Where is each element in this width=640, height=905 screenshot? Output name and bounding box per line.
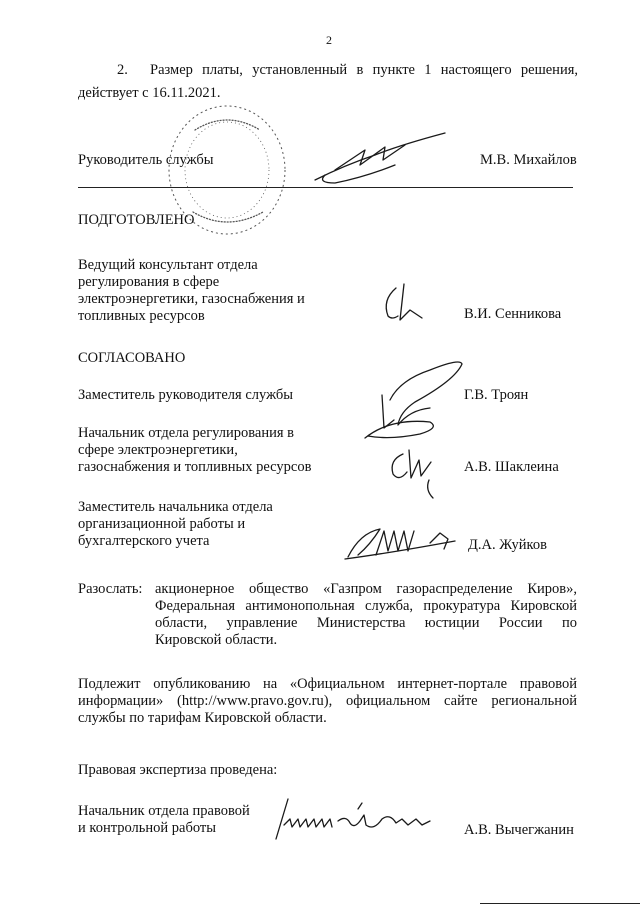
prepared-heading: ПОДГОТОВЛЕНО — [78, 212, 195, 228]
legal-review-statement: Правовая экспертиза проведена: — [78, 762, 278, 778]
publication-line-3: службы по тарифам Кировской области. — [78, 710, 327, 726]
page-number: 2 — [326, 33, 332, 47]
legal-review-position-line-2: и контрольной работы — [78, 820, 216, 836]
page-bottom-edge — [480, 903, 640, 904]
agreed-person-3-position-line-3: бухгалтерского учета — [78, 533, 210, 549]
agreed-person-2-position-line-3: газоснабжения и топливных ресурсов — [78, 459, 312, 475]
prepared-position-line-3: электроэнергетики, газоснабжения и — [78, 291, 305, 307]
distribution-line-2: Федеральная антимонопольная служба, прокуратура Кировской — [155, 598, 577, 614]
distribution-line-1: акционерное общество «Газпром газораспределение Киров», — [155, 581, 577, 597]
agreed-person-2-position-line-1: Начальник отдела регулирования в — [78, 425, 295, 441]
agreed-person-2-position-line-2: сфере электроэнергетики, — [78, 442, 238, 458]
prepared-signature — [378, 280, 428, 325]
item-text-line-2: действует с 16.11.2021. — [78, 85, 221, 101]
legal-review-name: А.В. Вычегжанин — [464, 822, 574, 838]
item-number: 2. — [117, 62, 128, 78]
head-position: Руководитель службы — [78, 152, 214, 168]
agreed-person-1-name: Г.В. Троян — [464, 387, 529, 403]
prepared-position-line-2: регулирования в сфере — [78, 274, 220, 290]
agreed-person-3-position-line-2: организационной работы и — [78, 516, 246, 532]
prepared-name: В.И. Сенникова — [464, 306, 562, 322]
publication-line-1: Подлежит опубликованию на «Официальном интернет-портале правовой — [78, 676, 577, 692]
legal-review-signature — [262, 795, 437, 843]
publication-line-2: информации» (http://www.pravo.gov.ru), официальном сайте региональной — [78, 693, 577, 709]
agreed-person-3-signature — [340, 515, 462, 567]
signature-divider — [78, 187, 573, 188]
agreed-person-2-signature — [385, 440, 445, 502]
distribution-line-4: Кировской области. — [155, 632, 278, 648]
agreed-person-1-signature — [360, 350, 470, 445]
legal-review-position-line-1: Начальник отдела правовой — [78, 803, 250, 819]
distribution-line-3: области, управление Министерства юстиции России по — [155, 615, 577, 631]
agreed-person-3-name: Д.А. Жуйков — [468, 537, 547, 553]
prepared-position-line-4: топливных ресурсов — [78, 308, 205, 324]
head-signature — [305, 125, 455, 187]
item-text-line-1: Размер платы, установленный в пункте 1 настоящего решения, — [150, 62, 578, 78]
distribution-label: Разослать: — [78, 581, 143, 597]
agreed-person-1-position: Заместитель руководителя службы — [78, 387, 294, 403]
agreed-heading: СОГЛАСОВАНО — [78, 350, 186, 366]
prepared-position-line-1: Ведущий консультант отдела — [78, 257, 258, 273]
agreed-person-2-name: А.В. Шаклеина — [464, 459, 559, 475]
head-name: М.В. Михайлов — [480, 152, 577, 168]
agreed-person-3-position-line-1: Заместитель начальника отдела — [78, 499, 273, 515]
